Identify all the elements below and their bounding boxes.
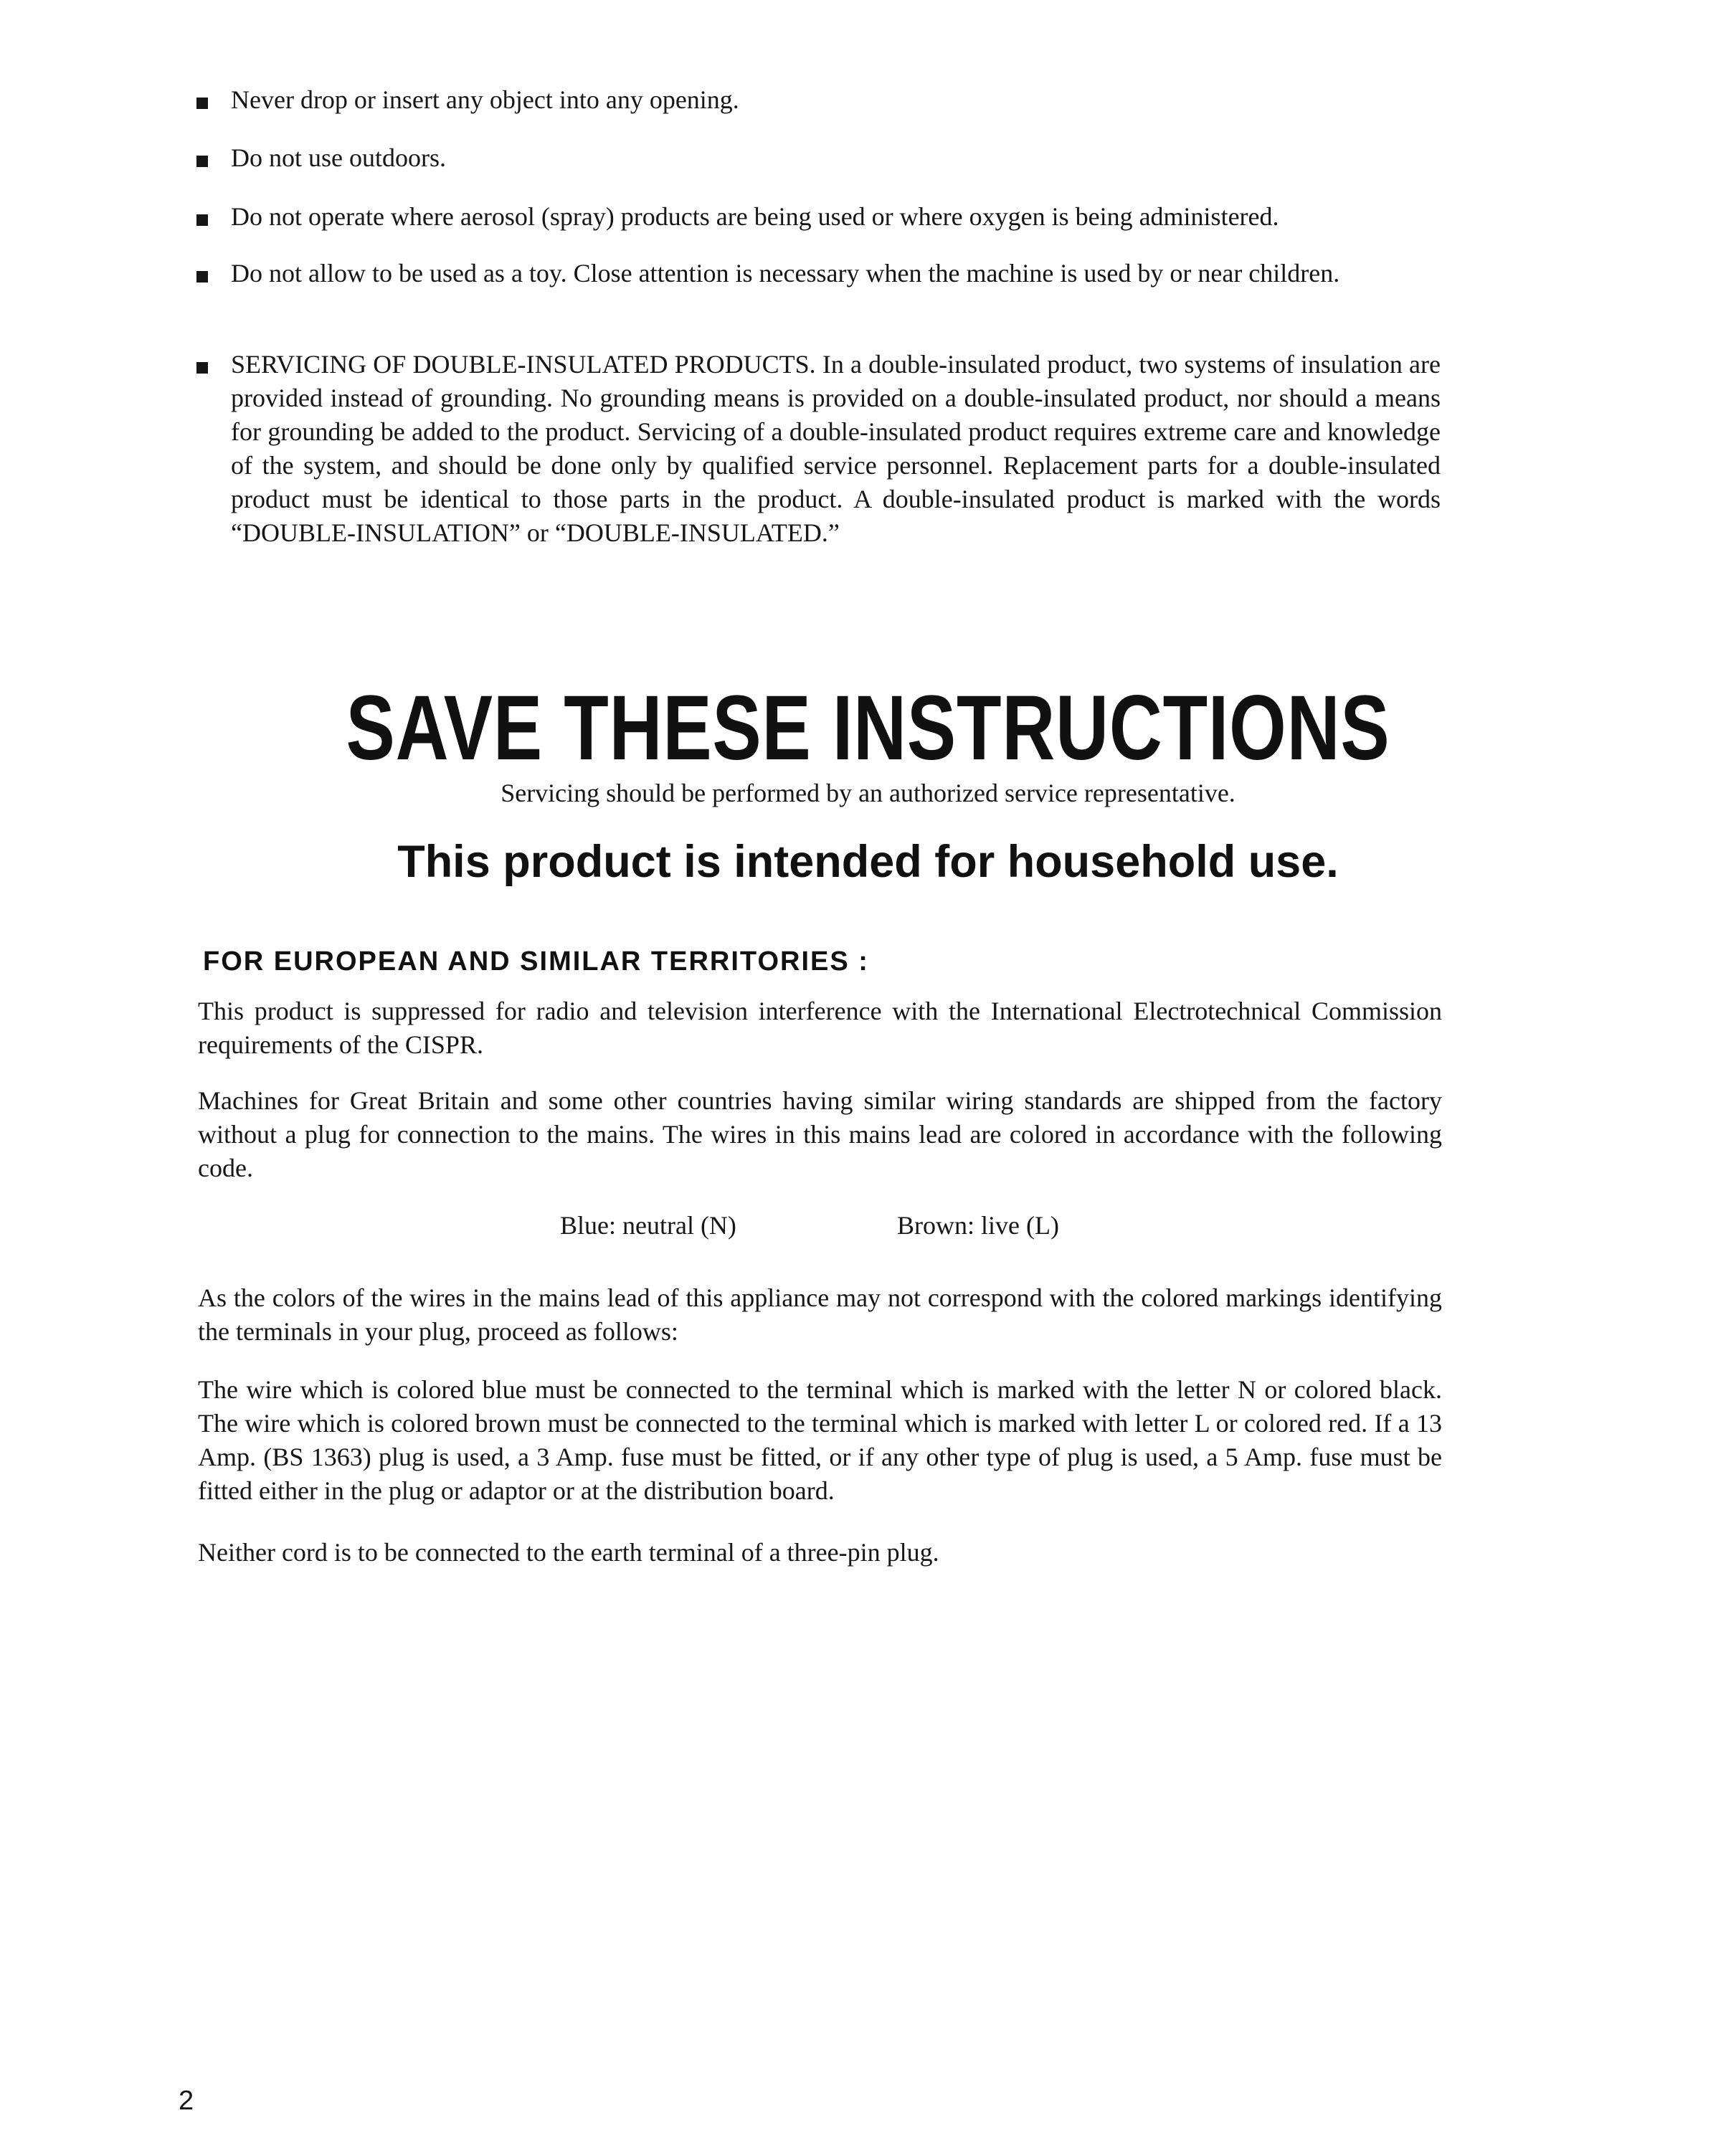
square-bullet-icon: [196, 214, 208, 226]
bullet-text: Do not use outdoors.: [231, 143, 446, 172]
page-title: SAVE THESE INSTRUCTIONS: [346, 677, 1390, 779]
paragraph: Machines for Great Britain and some other countries having similar wiring standards are shipped from the factory without a plug for connection to the mains. The wires in this mains lead are colored in accordance with the following code.: [198, 1086, 1442, 1182]
square-bullet-icon: [196, 156, 208, 167]
square-bullet-icon: [196, 362, 208, 374]
wire-code-brown: Brown: live (L): [897, 1211, 1059, 1240]
square-bullet-icon: [196, 98, 208, 109]
square-bullet-icon: [196, 271, 208, 282]
paragraph: The wire which is colored blue must be connected to the terminal which is marked with the letter N or colored black. The wire which is colored brown must be connected to the terminal which is marked with letter L or colored red. If a 13 Amp. (BS 1363) plug is used, a 3 Amp. fuse must be fitted, or if any other type of plug is used, a 5 Amp. fuse must be fitted either in the plug or adaptor or at the distribution board.: [198, 1375, 1442, 1505]
paragraph: As the colors of the wires in the mains lead of this appliance may not correspond with the colored markings identifying the terminals in your plug, proceed as follows:: [198, 1283, 1442, 1346]
paragraph: This product is suppressed for radio and television interference with the International Electrotechnical Commission requirements of the CISPR.: [198, 997, 1442, 1059]
bullet-text: Do not allow to be used as a toy. Close attention is necessary when the machine is used by or near children.: [231, 259, 1340, 288]
wire-code-blue: Blue: neutral (N): [560, 1211, 736, 1240]
bullet-text: Never drop or insert any object into any opening.: [231, 85, 739, 114]
paragraph: Neither cord is to be connected to the earth terminal of a three-pin plug.: [198, 1538, 939, 1567]
section-heading: FOR EUROPEAN AND SIMILAR TERRITORIES :: [203, 946, 869, 977]
bullet-text: SERVICING OF DOUBLE-INSULATED PRODUCTS. In a double-insulated product, two systems of insulation are provided instead of grounding. No grounding means is provided on a double-insulated product, nor should a means for grounding be added to the product. Servicing of a double-insulated product requires extreme care and knowledge of the system, and should be done only by qualified service personnel. Replacement parts for a double-insulated product must be identical to those parts in the product. A double-insulated product is marked with the words “DOUBLE-INSULATION” or “DOUBLE-INSULATED.”: [231, 350, 1441, 547]
page-number: 2: [179, 2086, 194, 2116]
household-note: This product is intended for household use.: [397, 837, 1339, 887]
service-note: Servicing should be performed by an authorized service representative.: [501, 779, 1235, 807]
bullet-text: Do not operate where aerosol (spray) products are being used or where oxygen is being administered.: [231, 202, 1279, 231]
